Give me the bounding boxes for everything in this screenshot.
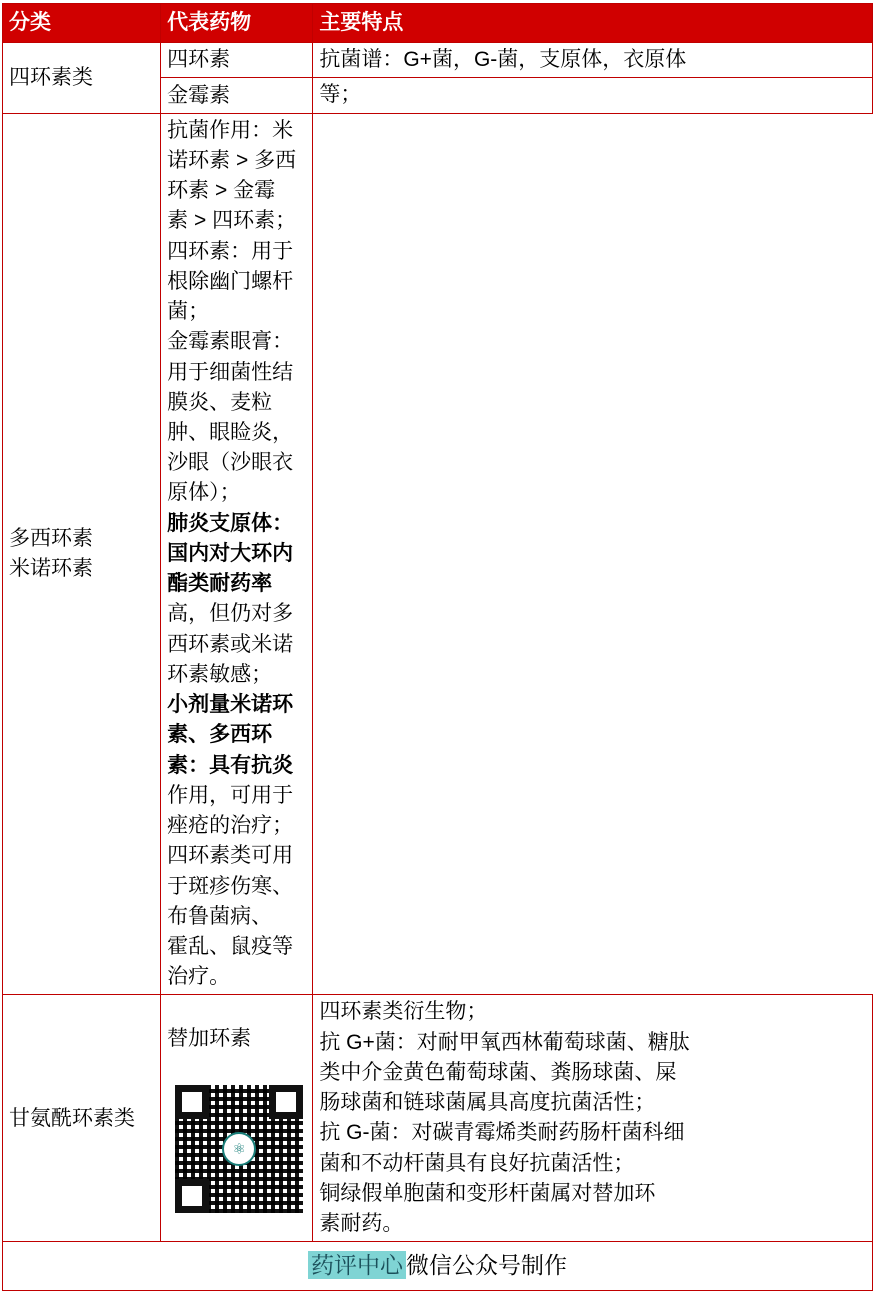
- feature-line: 抗 G-菌：对碳青霉烯类耐药肠杆菌科细: [319, 1121, 685, 1145]
- cell-drug-tetracycline: [161, 43, 313, 78]
- cell-footer-credit: [3, 1242, 873, 1291]
- cell-features-tetracyclines: [161, 113, 313, 995]
- drug-item: 多西环素: [9, 526, 93, 550]
- feature-bold-text: 肺炎支原体：国内对大环内酯类耐药率: [167, 511, 294, 596]
- drug-list-bottom: [9, 524, 154, 585]
- feature-bold-text: 小剂量米诺环素、多西环素：具有抗炎: [167, 693, 294, 777]
- table-row: [3, 113, 873, 995]
- table-header: [3, 4, 873, 43]
- feature-line: 类中介金黄色葡萄球菌、粪肠球菌、屎: [319, 1060, 677, 1084]
- cell-classification-glycylcyclines: 甘氨酰环素类: [3, 995, 161, 1242]
- feature-line: 素 > 四环素；: [167, 209, 297, 233]
- drug-classification-table: [2, 3, 873, 1291]
- table-header-row: [3, 4, 873, 43]
- feature-line-bold: [167, 509, 306, 600]
- table-footer-row: [3, 1242, 873, 1291]
- feature-line: 抗菌作用：米诺环素 > 多西环素 > 金霉: [167, 118, 297, 203]
- drug-item: 四环素: [167, 48, 231, 71]
- feature-line: 肠球菌和链球菌属具高度抗菌活性；: [319, 1091, 656, 1115]
- cell-features-glycylcyclines: [313, 995, 873, 1242]
- qr-logo-icon: ⚛: [222, 1132, 256, 1166]
- column-header-drugs: 代表药物: [161, 4, 313, 43]
- cell-drug-chlortetracycline: [161, 78, 313, 113]
- feature-line: 素耐药。: [319, 1212, 404, 1236]
- column-header-features: 主要特点: [313, 4, 873, 43]
- column-header-classification: 分类: [3, 4, 161, 43]
- cell-drug-tigecycline: [161, 995, 313, 1242]
- feature-line: 霍乱、鼠疫等治疗。: [167, 935, 294, 989]
- feature-line: 菌和不动杆菌具有良好抗菌活性；: [319, 1151, 635, 1175]
- feature-line: 作用，可用于痤疮的治疗；: [167, 783, 294, 838]
- feature-line: 四环素类可用于斑疹伤寒、布鲁菌病、: [167, 844, 294, 928]
- feature-line: 四环素类衍生物；: [319, 1000, 488, 1024]
- brand-badge: 药评中心: [308, 1251, 406, 1279]
- feature-line: 肿、眼睑炎，沙眼（沙眼衣原体）；: [167, 421, 294, 505]
- table-row: [3, 995, 873, 1242]
- cell-classification-tetracyclines: 四环素类: [3, 43, 161, 114]
- drug-item: 米诺环素: [9, 557, 93, 581]
- feature-line: 铜绿假单胞菌和变形杆菌属对替加环: [319, 1181, 656, 1205]
- document-page: [0, 3, 875, 1279]
- feature-line: 抗 G+菌：对耐甲氧西林葡萄球菌、糖肽: [319, 1030, 690, 1054]
- table-row: [3, 43, 873, 78]
- table-body: [3, 43, 873, 1291]
- drug-list-top: [167, 45, 306, 75]
- qr-code-wrap: [167, 1063, 306, 1213]
- cell-drug-doxycycline-minocycline: [3, 113, 161, 995]
- feature-line: 金霉素眼膏：用于细菌性结膜炎、麦粒: [167, 330, 294, 414]
- qr-finder-icon: [175, 1179, 209, 1213]
- feature-line: 高，但仍对多西环素或米诺环素敏感；: [167, 602, 294, 686]
- feature-line-bold: [167, 690, 306, 781]
- drug-item: 金霉素: [167, 83, 231, 107]
- cell-features-top-cont: [313, 78, 873, 113]
- feature-line: 等；: [319, 83, 362, 107]
- qr-code: [175, 1085, 303, 1213]
- cell-features-top: [313, 43, 873, 78]
- drug-item: 替加环素: [167, 1026, 252, 1050]
- footer-text: 微信公众号制作: [406, 1252, 567, 1279]
- feature-line: 四环素：用于根除幽门螺杆菌；: [167, 239, 294, 324]
- feature-line: 抗菌谱：G+菌，G-菌，支原体，衣原体: [319, 48, 687, 72]
